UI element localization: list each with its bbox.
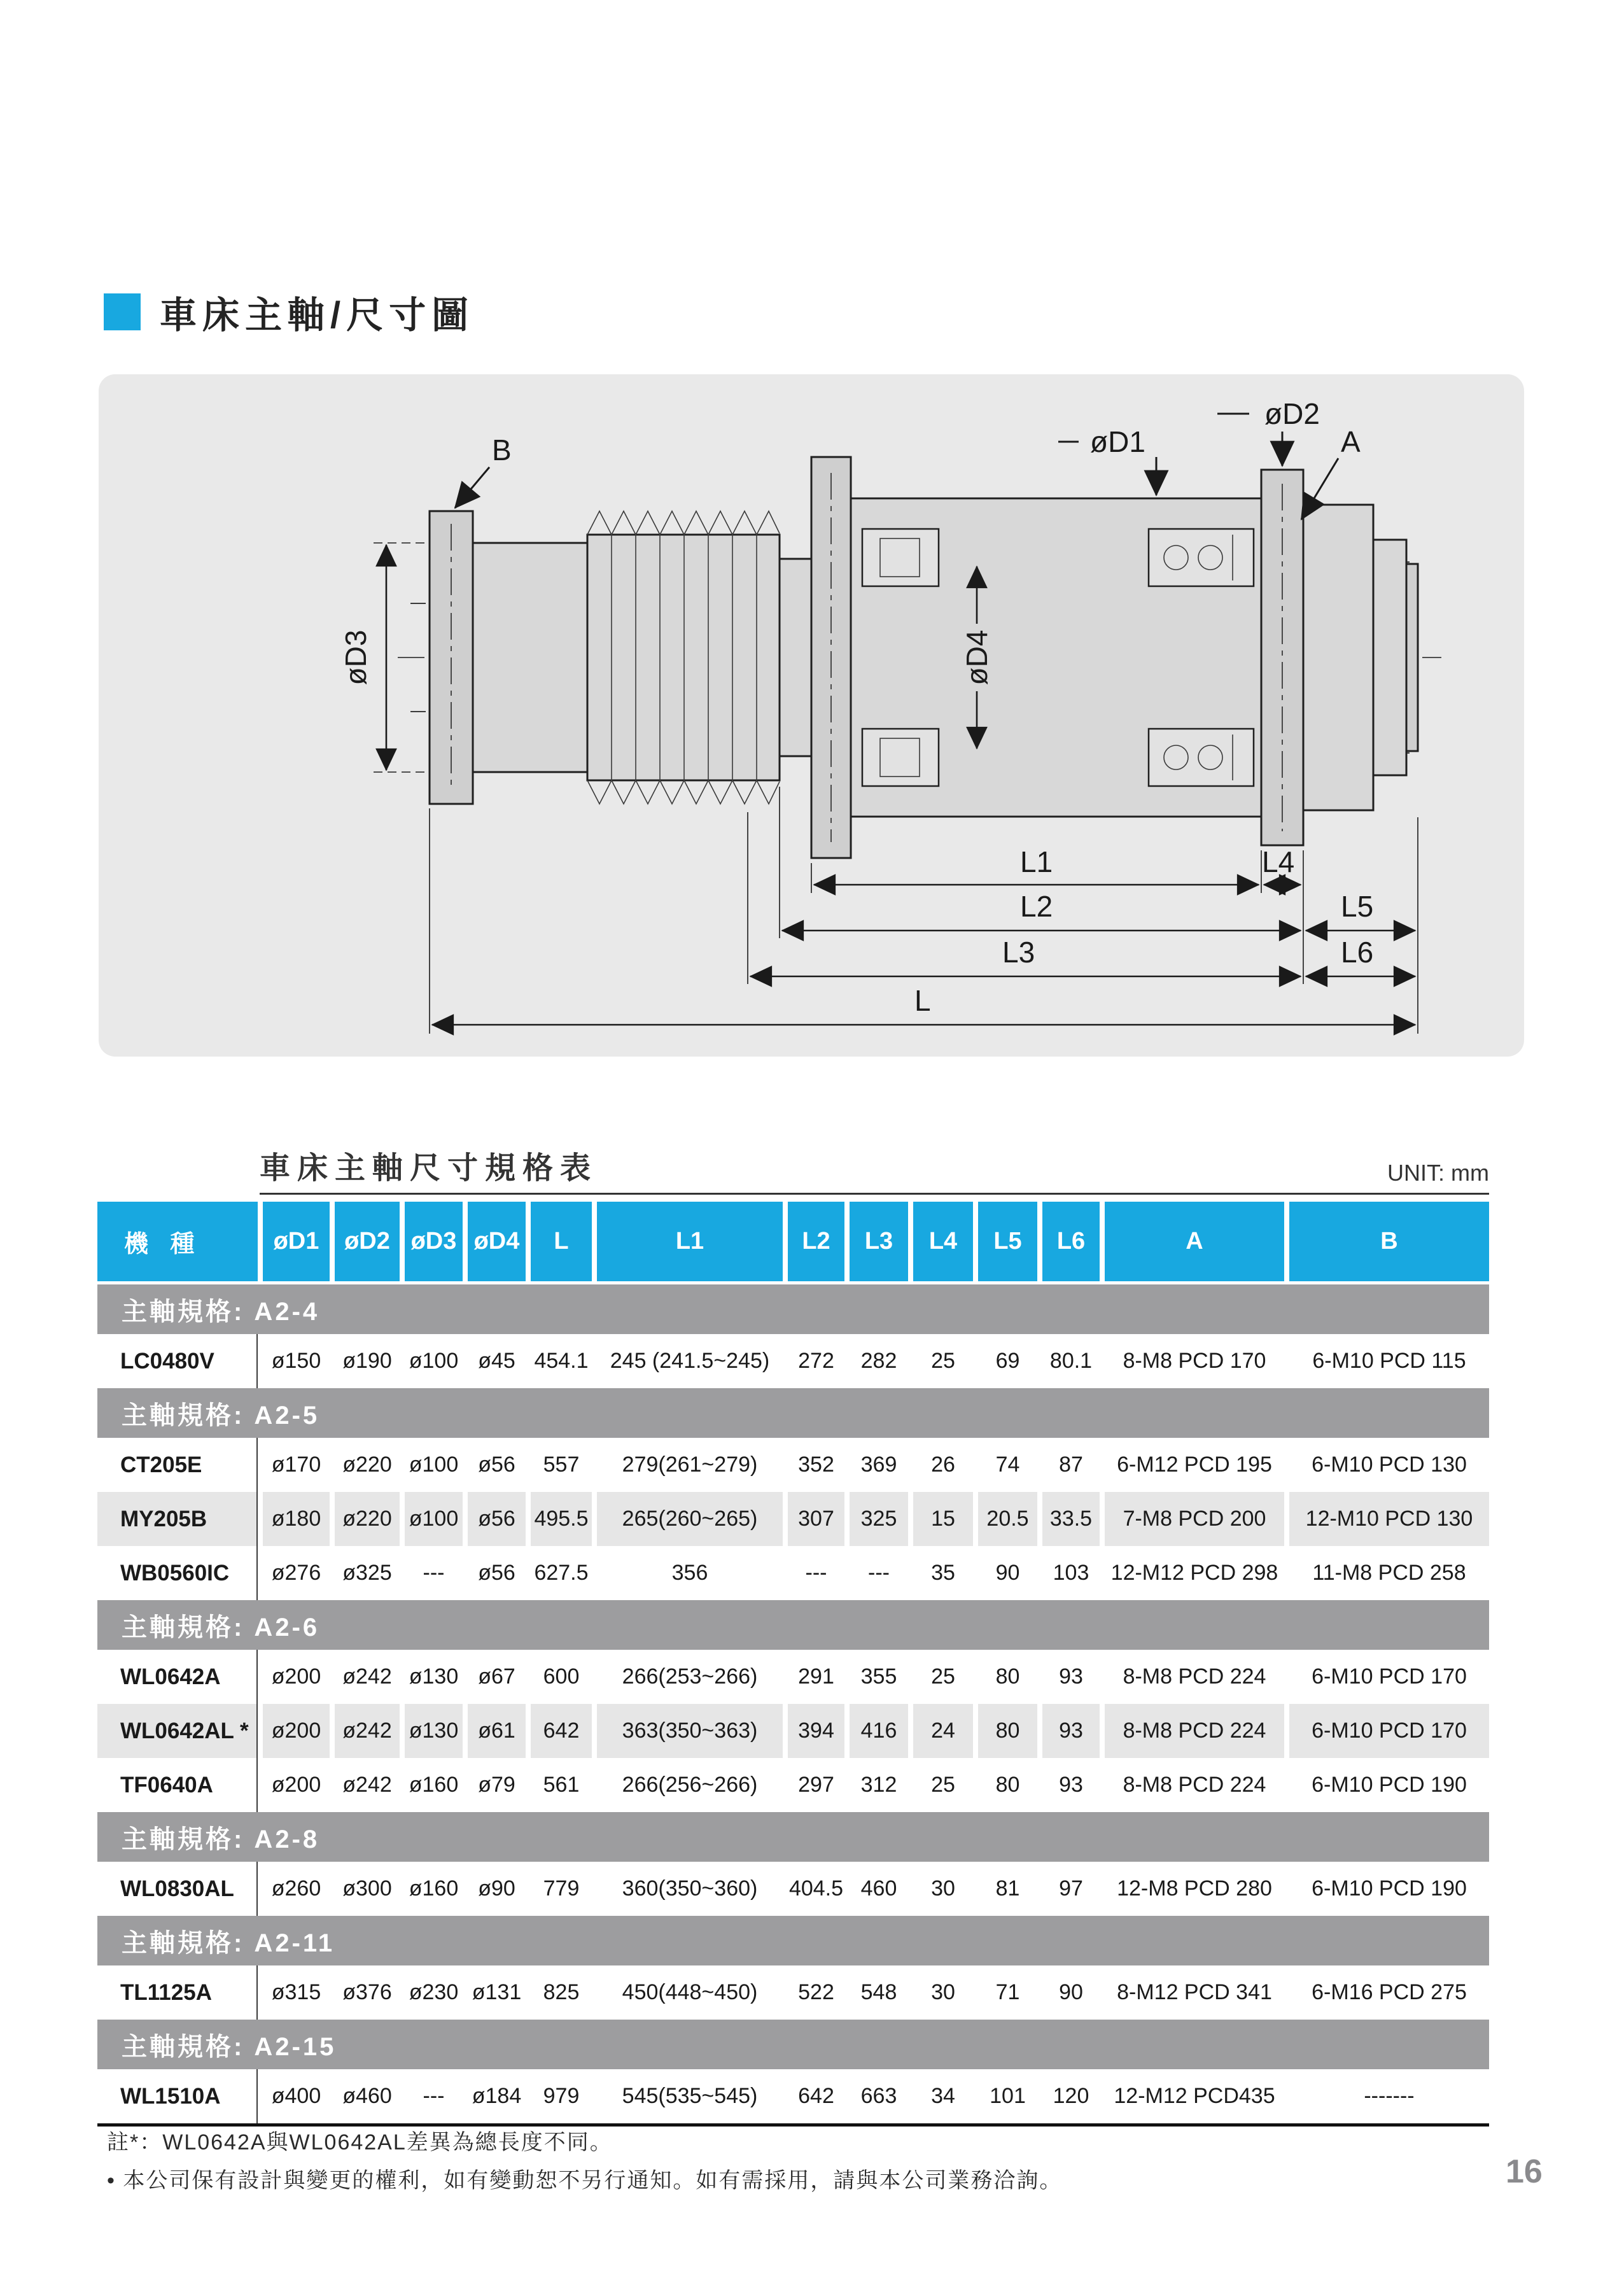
spec-value: 245 (241.5~245)	[592, 1334, 783, 1388]
footnote-asterisk: 註*：WL0642A與WL0642AL差異為總長度不同。	[107, 2130, 613, 2155]
spec-value: 7-M8 PCD 200	[1100, 1492, 1284, 1546]
column-header-d4: øD4	[463, 1202, 526, 1284]
spec-value: 12-M8 PCD 280	[1100, 1862, 1284, 1916]
front-bearing-bottom	[1149, 729, 1254, 786]
table-row	[97, 1758, 1489, 1812]
column-header-l1: L1	[592, 1202, 783, 1284]
spec-value: ---	[844, 1546, 908, 1600]
section-label: 主軸規格: A2-15	[97, 2020, 1489, 2069]
spec-value: 266(256~266)	[592, 1758, 783, 1812]
spec-value: 69	[973, 1334, 1037, 1388]
spec-value: 80	[973, 1758, 1037, 1812]
section-label: 主軸規格: A2-4	[97, 1284, 1489, 1334]
column-header-d3: øD3	[400, 1202, 463, 1284]
spec-value: ø100	[400, 1334, 463, 1388]
model-name: TF0640A	[97, 1758, 258, 1812]
spindle-diagram-panel	[99, 374, 1524, 1057]
spec-value: 642	[783, 2069, 844, 2123]
spec-value: 103	[1037, 1546, 1100, 1600]
section-label: 主軸規格: A2-11	[97, 1916, 1489, 1965]
table-row	[97, 1546, 1489, 1600]
spec-value: 11-M8 PCD 258	[1284, 1546, 1489, 1600]
spec-value: 12-M12 PCD 298	[1100, 1546, 1284, 1600]
dim-label-l2: L2	[1020, 890, 1053, 923]
spec-value: ø242	[330, 1650, 400, 1704]
spec-value: ø300	[330, 1862, 400, 1916]
spec-value: 6-M12 PCD 195	[1100, 1438, 1284, 1492]
dim-label-l4: L4	[1262, 845, 1295, 878]
spec-value: 627.5	[526, 1546, 592, 1600]
spec-value: 557	[526, 1438, 592, 1492]
spec-value: ø67	[463, 1650, 526, 1704]
section-label: 主軸規格: A2-6	[97, 1600, 1489, 1650]
spec-value: 600	[526, 1650, 592, 1704]
spec-value: ø56	[463, 1438, 526, 1492]
spec-value: 93	[1037, 1758, 1100, 1812]
spec-value: 74	[973, 1438, 1037, 1492]
spec-value: 979	[526, 2069, 592, 2123]
spec-value: 356	[592, 1546, 783, 1600]
spec-value: 363(350~363)	[592, 1704, 783, 1758]
spec-value: 522	[783, 1965, 844, 2020]
title-rule	[260, 1193, 1489, 1195]
spec-value: ø220	[330, 1438, 400, 1492]
spec-value: 404.5	[783, 1862, 844, 1916]
spec-value: 93	[1037, 1704, 1100, 1758]
spec-value: ø220	[330, 1492, 400, 1546]
front-bearing-top	[1149, 529, 1254, 586]
table-row	[97, 1965, 1489, 2020]
spec-value: 6-M10 PCD 130	[1284, 1438, 1489, 1492]
column-header-a: A	[1100, 1202, 1284, 1284]
spec-value: 80	[973, 1704, 1037, 1758]
spec-value: 272	[783, 1334, 844, 1388]
spec-value: 6-M10 PCD 170	[1284, 1704, 1489, 1758]
spec-value: ø131	[463, 1965, 526, 2020]
dim-label-l: L	[914, 984, 931, 1017]
dim-label-l3: L3	[1002, 936, 1035, 969]
dim-label-d3: øD3	[339, 629, 372, 686]
spec-value: 352	[783, 1438, 844, 1492]
spec-value: 6-M10 PCD 190	[1284, 1758, 1489, 1812]
table-row	[97, 1650, 1489, 1704]
spec-value: 120	[1037, 2069, 1100, 2123]
page-title: 車床主軸/尺寸圖	[160, 295, 475, 336]
spec-value: 282	[844, 1334, 908, 1388]
section-label: 主軸規格: A2-5	[97, 1388, 1489, 1438]
spec-value: ø200	[258, 1704, 330, 1758]
dim-label-l1: L1	[1020, 845, 1053, 878]
spec-value: 33.5	[1037, 1492, 1100, 1546]
spec-value: 97	[1037, 1862, 1100, 1916]
spec-value: 35	[908, 1546, 973, 1600]
spec-value: ø56	[463, 1546, 526, 1600]
page-header	[104, 285, 474, 339]
spec-value: ø400	[258, 2069, 330, 2123]
spec-value: ø190	[330, 1334, 400, 1388]
spec-value: 20.5	[973, 1492, 1037, 1546]
column-header-l: L	[526, 1202, 592, 1284]
spec-value: 394	[783, 1704, 844, 1758]
spec-value: ø130	[400, 1704, 463, 1758]
column-header-l5: L5	[973, 1202, 1037, 1284]
spec-value: 545(535~545)	[592, 2069, 783, 2123]
spec-value: 81	[973, 1862, 1037, 1916]
spec-value: ø460	[330, 2069, 400, 2123]
spec-value: 279(261~279)	[592, 1438, 783, 1492]
spec-table	[97, 1202, 1489, 2127]
spec-value: 93	[1037, 1650, 1100, 1704]
spec-value: 6-M10 PCD 190	[1284, 1862, 1489, 1916]
table-row	[97, 2069, 1489, 2123]
spec-value: 90	[1037, 1965, 1100, 2020]
spec-value: 360(350~360)	[592, 1862, 783, 1916]
spec-value: 291	[783, 1650, 844, 1704]
dim-label-a: A	[1341, 425, 1361, 458]
spec-value: 460	[844, 1862, 908, 1916]
spec-value: 12-M10 PCD 130	[1284, 1492, 1489, 1546]
section-row	[97, 1388, 1489, 1438]
pulley-hub	[473, 543, 587, 772]
spec-value: ø184	[463, 2069, 526, 2123]
spec-value: ø200	[258, 1650, 330, 1704]
header-row	[97, 1202, 1489, 1284]
spec-table-container	[97, 1202, 1489, 2127]
spec-value: ø100	[400, 1438, 463, 1492]
spec-value: 80	[973, 1650, 1037, 1704]
section-row	[97, 1812, 1489, 1862]
spec-table-body	[97, 1284, 1489, 2123]
spec-value: 355	[844, 1650, 908, 1704]
model-name: WL0642A	[97, 1650, 258, 1704]
model-name: TL1125A	[97, 1965, 258, 2020]
spec-value: 825	[526, 1965, 592, 2020]
model-name: WB0560IC	[97, 1546, 258, 1600]
spec-value: 297	[783, 1758, 844, 1812]
spec-value: 312	[844, 1758, 908, 1812]
spindle-nose	[1303, 505, 1373, 810]
spec-value: 8-M12 PCD 341	[1100, 1965, 1284, 2020]
spec-value: 30	[908, 1862, 973, 1916]
unit-label: UNIT: mm	[1387, 1160, 1489, 1186]
section-row	[97, 2020, 1489, 2069]
spec-value: 80.1	[1037, 1334, 1100, 1388]
spec-value: 663	[844, 2069, 908, 2123]
table-title: 車床主軸尺寸規格表	[260, 1151, 598, 1185]
spec-value: 265(260~265)	[592, 1492, 783, 1546]
table-row	[97, 1704, 1489, 1758]
spec-value: 101	[973, 2069, 1037, 2123]
spec-value: ---	[400, 1546, 463, 1600]
model-name: MY205B	[97, 1492, 258, 1546]
spec-value: 34	[908, 2069, 973, 2123]
model-name: WL0830AL	[97, 1862, 258, 1916]
spec-value: 90	[973, 1546, 1037, 1600]
spec-value: 454.1	[526, 1334, 592, 1388]
spec-value: 8-M8 PCD 224	[1100, 1758, 1284, 1812]
spec-value: 6-M16 PCD 275	[1284, 1965, 1489, 2020]
section-row	[97, 1916, 1489, 1965]
spec-value: ø79	[463, 1758, 526, 1812]
spec-value: ø180	[258, 1492, 330, 1546]
spec-value: 325	[844, 1492, 908, 1546]
spec-value: 561	[526, 1758, 592, 1812]
spec-value: 8-M8 PCD 224	[1100, 1650, 1284, 1704]
spec-value: ø150	[258, 1334, 330, 1388]
step-ring	[780, 559, 811, 756]
dim-label-l5: L5	[1341, 890, 1374, 923]
spec-value: ø130	[400, 1650, 463, 1704]
spec-value: ø242	[330, 1758, 400, 1812]
spec-value: ---	[783, 1546, 844, 1600]
spec-value: 416	[844, 1704, 908, 1758]
nose-face	[1406, 564, 1418, 751]
spec-value: 369	[844, 1438, 908, 1492]
spindle-drawing	[99, 374, 1524, 1057]
section-row	[97, 1284, 1489, 1334]
spec-value: ø315	[258, 1965, 330, 2020]
rear-bearing-top	[862, 529, 939, 586]
spec-value: 450(448~450)	[592, 1965, 783, 2020]
spec-value: ø200	[258, 1758, 330, 1812]
spec-value: ø242	[330, 1704, 400, 1758]
section-label: 主軸規格: A2-8	[97, 1812, 1489, 1862]
spec-value: ø325	[330, 1546, 400, 1600]
spec-value: 71	[973, 1965, 1037, 2020]
spec-value: ø260	[258, 1862, 330, 1916]
model-name: CT205E	[97, 1438, 258, 1492]
spec-value: ø376	[330, 1965, 400, 2020]
column-header-l3: L3	[844, 1202, 908, 1284]
spec-value: 642	[526, 1704, 592, 1758]
spec-value: 307	[783, 1492, 844, 1546]
spec-value: 8-M8 PCD 170	[1100, 1334, 1284, 1388]
belt-pulley	[587, 535, 780, 780]
column-header-model: 機 種	[97, 1202, 258, 1284]
spec-value: 12-M12 PCD435	[1100, 2069, 1284, 2123]
dim-label-d2: øD2	[1264, 397, 1320, 430]
spec-value: 548	[844, 1965, 908, 2020]
nose-cone	[1373, 540, 1406, 775]
spec-value: ø90	[463, 1862, 526, 1916]
column-header-l4: L4	[908, 1202, 973, 1284]
spec-value: ø100	[400, 1492, 463, 1546]
spec-value: ø160	[400, 1862, 463, 1916]
column-header-d1: øD1	[258, 1202, 330, 1284]
spec-value: ø61	[463, 1704, 526, 1758]
dim-label-d1: øD1	[1090, 425, 1145, 458]
spec-value: -------	[1284, 2069, 1489, 2123]
footnote-disclaimer: • 本公司保有設計與變更的權利，如有變動恕不另行通知。如有需採用，請與本公司業務洽詢。	[107, 2169, 1063, 2193]
spec-value: 25	[908, 1650, 973, 1704]
spec-value: ø56	[463, 1492, 526, 1546]
spec-value: ø170	[258, 1438, 330, 1492]
title-bullet-square	[104, 293, 141, 330]
dim-label-b: B	[492, 433, 512, 467]
table-row	[97, 1334, 1489, 1388]
dim-label-l6: L6	[1341, 936, 1374, 969]
column-header-l2: L2	[783, 1202, 844, 1284]
spec-value: 15	[908, 1492, 973, 1546]
spec-value: ø276	[258, 1546, 330, 1600]
spec-value: 24	[908, 1704, 973, 1758]
table-row	[97, 1492, 1489, 1546]
table-row	[97, 1862, 1489, 1916]
model-name: LC0480V	[97, 1334, 258, 1388]
rear-bearing-bottom	[862, 729, 939, 786]
spec-value: 25	[908, 1758, 973, 1812]
column-header-d2: øD2	[330, 1202, 400, 1284]
spec-value: ---	[400, 2069, 463, 2123]
spec-value: 8-M8 PCD 224	[1100, 1704, 1284, 1758]
model-name: WL0642AL *	[97, 1704, 258, 1758]
column-header-b: B	[1284, 1202, 1489, 1284]
spec-value: ø230	[400, 1965, 463, 2020]
spec-value: ø45	[463, 1334, 526, 1388]
spec-value: 779	[526, 1862, 592, 1916]
spec-value: 87	[1037, 1438, 1100, 1492]
spec-value: 30	[908, 1965, 973, 2020]
page-number: 16	[1506, 2153, 1543, 2190]
column-header-l6: L6	[1037, 1202, 1100, 1284]
table-row	[97, 1438, 1489, 1492]
spec-value: 25	[908, 1334, 973, 1388]
section-row	[97, 1600, 1489, 1650]
spec-value: 495.5	[526, 1492, 592, 1546]
spec-value: 266(253~266)	[592, 1650, 783, 1704]
spec-value: 26	[908, 1438, 973, 1492]
model-name: WL1510A	[97, 2069, 258, 2123]
spec-value: 6-M10 PCD 115	[1284, 1334, 1489, 1388]
dim-label-d4: øD4	[960, 629, 993, 686]
spec-value: ø160	[400, 1758, 463, 1812]
spec-value: 6-M10 PCD 170	[1284, 1650, 1489, 1704]
